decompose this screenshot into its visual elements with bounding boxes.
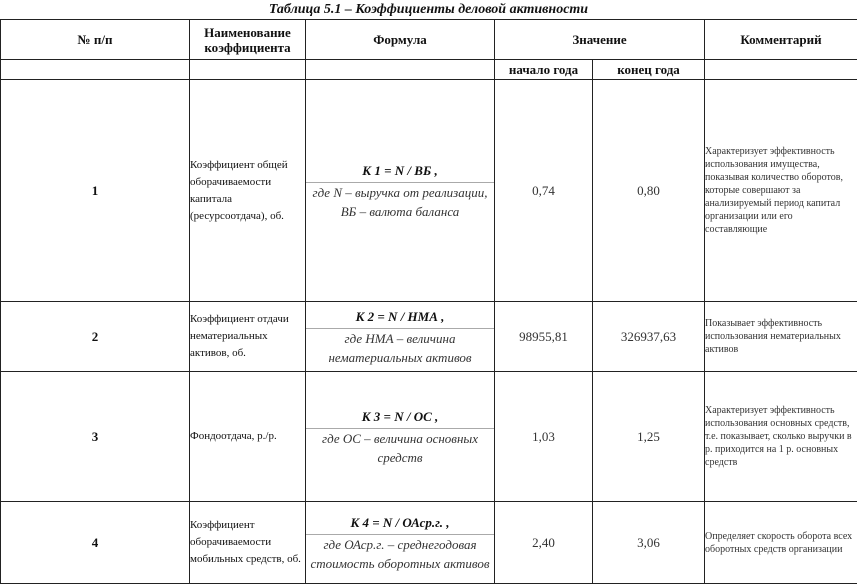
header-value: Значение	[495, 20, 705, 60]
header-num: № п/п	[1, 20, 190, 60]
value-start: 98955,81	[495, 302, 593, 372]
value-start: 2,40	[495, 502, 593, 584]
table-row	[1, 372, 857, 502]
formula-cell	[306, 502, 495, 584]
header-formula: Формула	[306, 20, 495, 60]
row-number: 1	[1, 80, 190, 302]
header-row	[1, 20, 857, 60]
value-end: 3,06	[593, 502, 705, 584]
header-year-end: конец года	[593, 60, 705, 80]
formula-explanation: где ОАср.г. – среднегодовая стоимость оборотных активов	[306, 535, 494, 573]
formula-cell	[306, 302, 495, 372]
formula: К 2 = N / НМА ,	[306, 306, 494, 329]
header-year-start: начало года	[495, 60, 593, 80]
coefficient-name: Коэффициент общей оборачиваемости капитала (ресурсоотдача), об.	[190, 80, 306, 302]
subheader-row	[1, 60, 857, 80]
comment: Определяет скорость оборота всех оборотных средств организации	[705, 502, 857, 584]
row-number: 2	[1, 302, 190, 372]
formula: К 1 = N / ВБ ,	[306, 160, 494, 183]
formula-explanation: где НМА – величина нематериальных активов	[306, 329, 494, 367]
formula-cell	[306, 80, 495, 302]
row-number: 3	[1, 372, 190, 502]
value-end: 326937,63	[593, 302, 705, 372]
subheader-empty	[705, 60, 857, 80]
table-caption: Таблица 5.1 – Коэффициенты деловой активности	[0, 0, 857, 19]
value-start: 1,03	[495, 372, 593, 502]
table-row	[1, 302, 857, 372]
row-number: 4	[1, 502, 190, 584]
coefficient-name: Фондоотдача, р./р.	[190, 372, 306, 502]
subheader-empty	[190, 60, 306, 80]
formula-explanation: где N – выручка от реализации, ВБ – валюта баланса	[306, 183, 494, 221]
value-end: 0,80	[593, 80, 705, 302]
coefficient-name: Коэффициент отдачи нематериальных активов, об.	[190, 302, 306, 372]
comment: Характеризует эффективность использования основных средств, т.е. показывает, сколько выручки в р. приходится на 1 р. основных средств	[705, 372, 857, 502]
comment: Характеризует эффективность использования имущества, показывая количество оборотов, которые совершают за анализируемый период капитал организации или его составляющие	[705, 80, 857, 302]
table-row	[1, 502, 857, 584]
header-comment: Комментарий	[705, 20, 857, 60]
formula: К 3 = N / ОС ,	[306, 406, 494, 429]
formula-cell	[306, 372, 495, 502]
value-end: 1,25	[593, 372, 705, 502]
business-activity-table	[0, 19, 857, 584]
subheader-empty	[1, 60, 190, 80]
formula: К 4 = N / ОАср.г. ,	[306, 512, 494, 535]
coefficient-name: Коэффициент оборачиваемости мобильных средств, об.	[190, 502, 306, 584]
table-row	[1, 80, 857, 302]
comment: Показывает эффективность использования нематериальных активов	[705, 302, 857, 372]
header-name: Наименование коэффициента	[190, 20, 306, 60]
subheader-empty	[306, 60, 495, 80]
formula-explanation: где ОС – величина основных средств	[306, 429, 494, 467]
value-start: 0,74	[495, 80, 593, 302]
